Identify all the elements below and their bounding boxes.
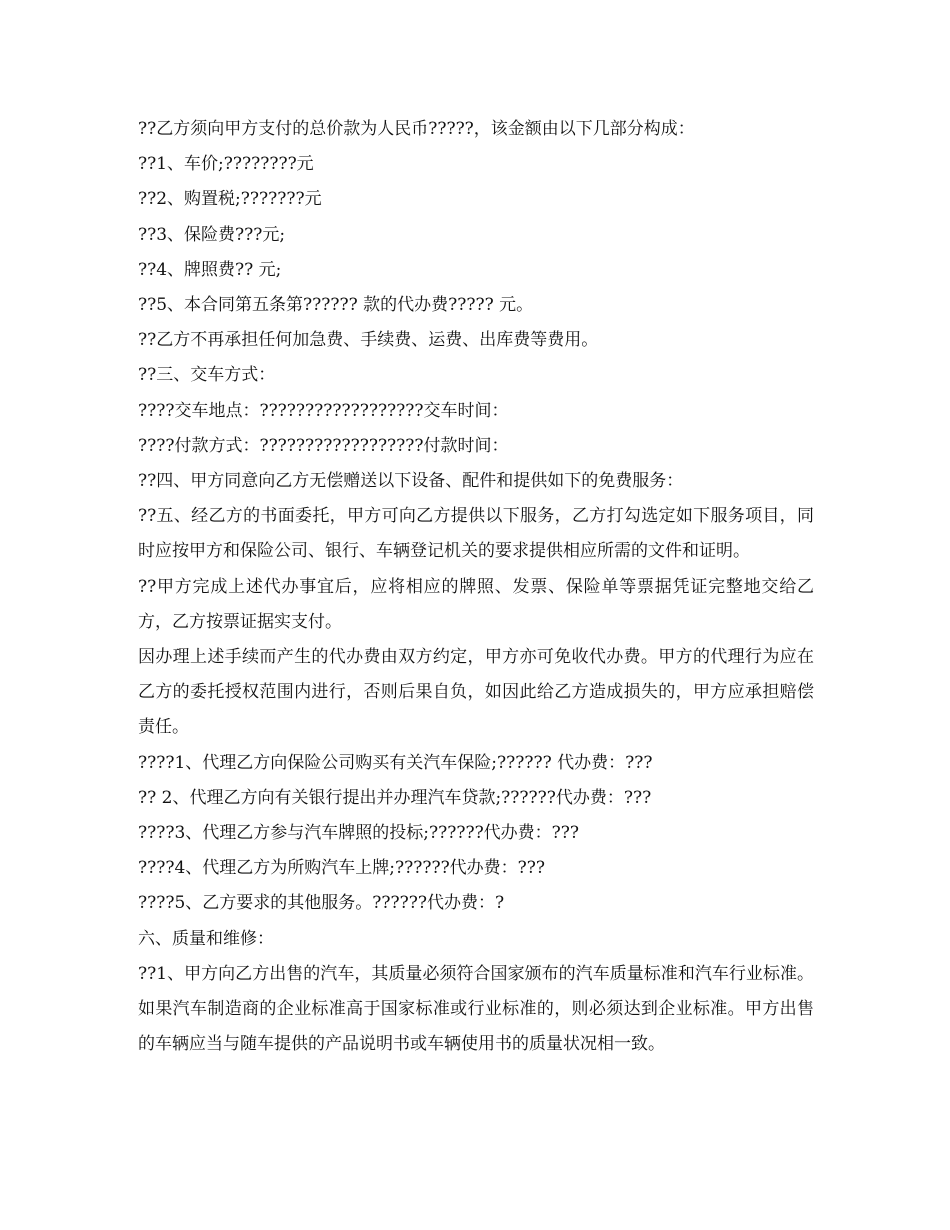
service-item-insurance: ????1、代理乙方向保险公司购买有关汽车保险;?????? 代办费：??? <box>138 752 653 773</box>
paragraph-license-fee: ??4、牌照费?? 元; <box>138 259 282 280</box>
paragraph-delivery-place: ????交车地点：??????????????????交车时间： <box>138 400 509 421</box>
service-item-plate-bidding: ????3、代理乙方参与汽车牌照的投标;??????代办费：??? <box>138 823 580 844</box>
section-heading-delivery: ??三、交车方式： <box>138 365 276 386</box>
paragraph-agency-fee-agreement: 因办理上述手续而产生的代办费由双方约定，甲方亦可免收代办费。甲方的代理行为应在乙方的委托授权范围内进行，否则后果自负，如因此给乙方造成损失的，甲方应承担赔偿责任。 <box>138 647 814 738</box>
paragraph-insurance-fee: ??3、保险费???元; <box>138 224 286 245</box>
paragraph-no-extra-fees: ??乙方不再承担任何加急费、手续费、运费、出库费等费用。 <box>138 330 599 351</box>
section-heading-quality: 六、质量和维修： <box>138 928 274 949</box>
paragraph-documents-handover: ??甲方完成上述代办事宜后，应将相应的牌照、发票、保险单等票据凭证完整地交给乙方，乙方按票证据实支付。 <box>138 576 814 632</box>
service-item-registration: ????4、代理乙方为所购汽车上牌;??????代办费：??? <box>138 858 546 879</box>
service-item-other: ????5、乙方要求的其他服务。??????代办费：? <box>138 893 505 914</box>
paragraph-payment-method: ????付款方式：??????????????????付款时间： <box>138 435 509 456</box>
paragraph-car-price: ??1、车价;????????元 <box>138 154 314 175</box>
paragraph-total-price: ??乙方须向甲方支付的总价款为人民币?????，该金额由以下几部分构成： <box>138 119 695 139</box>
service-item-loan: ?? 2、代理乙方向有关银行提出并办理汽车贷款;??????代办费：??? <box>138 787 652 808</box>
paragraph-purchase-tax: ??2、购置税;???????元 <box>138 189 322 210</box>
section-heading-free-services: ??四、甲方同意向乙方无偿赠送以下设备、配件和提供如下的免费服务： <box>138 471 684 492</box>
document-page <box>138 112 814 1062</box>
paragraph-quality-standard: ??1、甲方向乙方出售的汽车，其质量必须符合国家颁布的汽车质量标准和汽车行业标准。如果汽车制造商的企业标准高于国家标准或行业标准的，则必须达到企业标准。甲方出售的车辆应当与随车提供的产品说明书或车辆使用书的质量状况相一致。 <box>138 963 814 1055</box>
paragraph-agency-fee: ??5、本合同第五条第?????? 款的代办费????? 元。 <box>138 295 534 316</box>
section-heading-agency-services: ??五、经乙方的书面委托，甲方可向乙方提供以下服务，乙方打勾选定如下服务项目，同时应按甲方和保险公司、银行、车辆登记机关的要求提供相应所需的文件和证明。 <box>138 506 814 562</box>
